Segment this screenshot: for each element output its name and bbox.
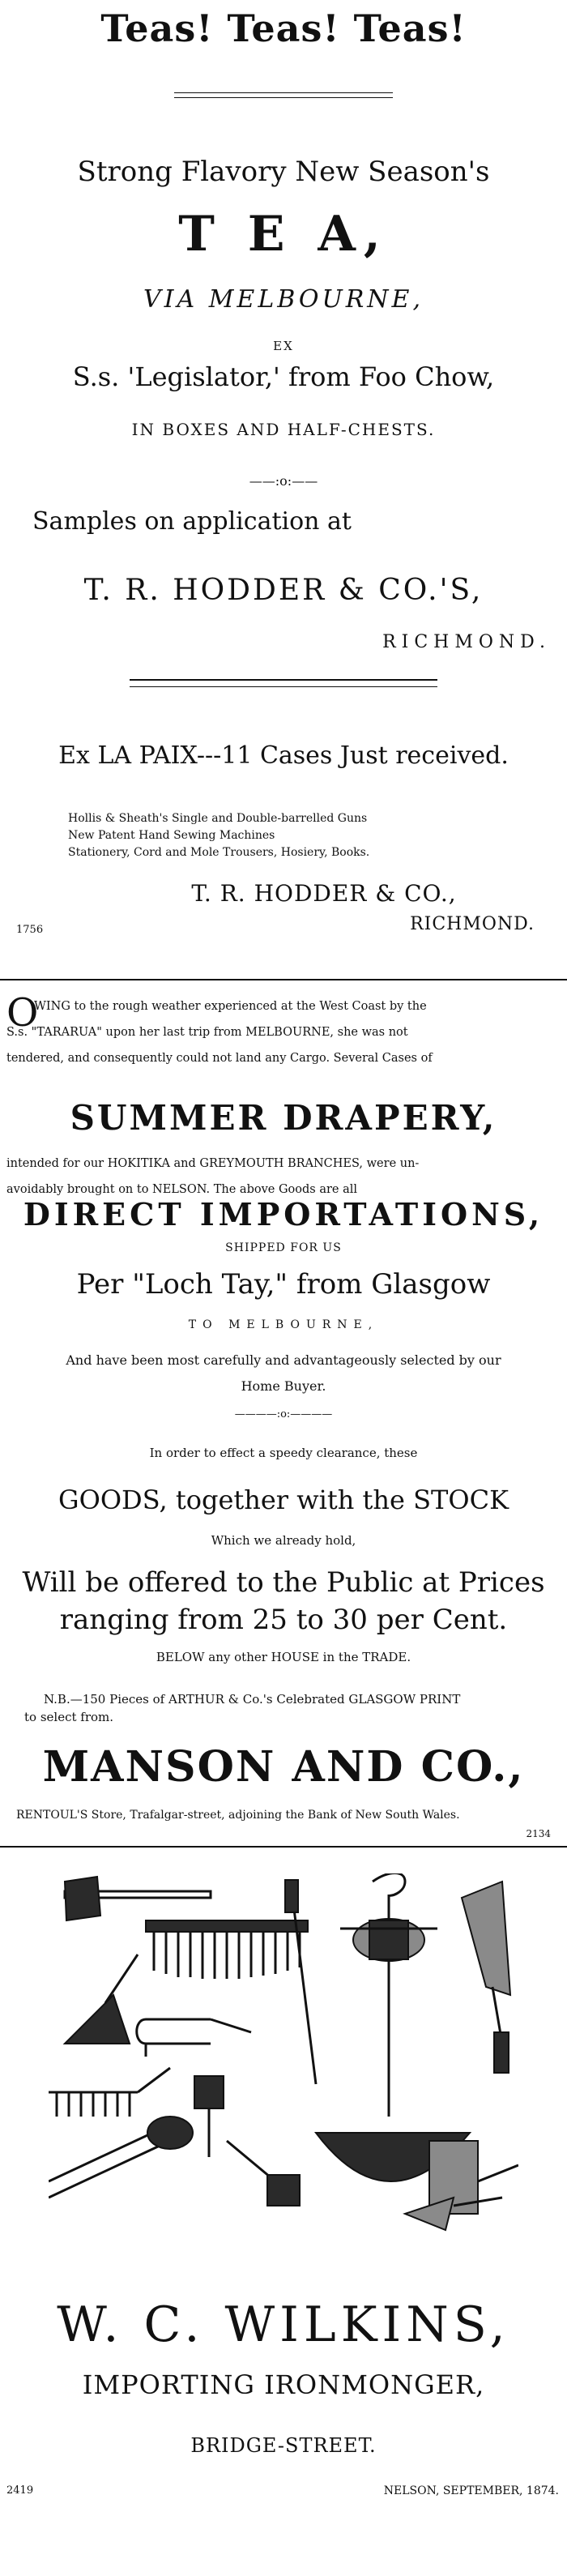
offer-text <box>0 1564 567 1638</box>
scraper-icon <box>65 1954 138 2044</box>
fork-icon <box>137 2019 251 2057</box>
wilkins-name: W. C. WILKINS, <box>57 2296 510 2353</box>
section-rule <box>130 679 437 681</box>
comb-icon <box>146 1920 308 1979</box>
wilkins-trade: IMPORTING IRONMONGER, <box>82 2369 485 2400</box>
list-item: Hollis & Sheath's Single and Double-barrelled Guns <box>68 812 368 825</box>
clearance-line: In order to effect a speedy clearance, these <box>149 1446 418 1460</box>
hodder-firm-2: T. R. HODDER & CO., <box>191 880 457 907</box>
awl-icon <box>285 1880 316 2084</box>
manson-firm: MANSON AND CO., <box>42 1742 525 1792</box>
ex-label: EX <box>273 339 294 353</box>
tea-title: T E A, <box>178 206 389 263</box>
teas-heading: Teas! Teas! Teas! <box>100 6 467 50</box>
selected-line: And have been most carefully and advantageously selected by our <box>66 1352 501 1368</box>
hodder-firm: T. R. HODDER & CO.'S, <box>83 574 484 607</box>
ad-reference-number-3: 2419 <box>6 2484 34 2497</box>
list-item: New Patent Hand Sewing Machines <box>68 829 275 842</box>
nb-line: N.B.—150 Pieces of ARTHUR & Co.'s Celebrated GLASGOW PRINT <box>44 1692 461 1707</box>
hatchet-icon <box>65 1877 211 1920</box>
offer-line: ranging from 25 to 30 per Cent. <box>59 1604 508 1636</box>
list-item: Stationery, Cord and Mole Trousers, Hosiery, Books. <box>68 846 370 859</box>
ironmongery-tools-engraving <box>49 1873 518 2262</box>
summer-drapery: SUMMER DRAPERY, <box>70 1098 497 1138</box>
ad-reference-number-2: 2134 <box>526 1828 551 1839</box>
manson-address: RENTOUL'S Store, Trafalgar-street, adjoining the Bank of New South Wales. <box>16 1809 460 1822</box>
double-rule-bottom <box>174 97 393 98</box>
drop-cap: O <box>6 990 39 1036</box>
packing-line: IN BOXES AND HALF-CHESTS. <box>131 420 436 439</box>
samples-line: Samples on application at <box>32 507 352 536</box>
nelson-dateline: NELSON, SEPTEMBER, 1874. <box>383 2484 559 2497</box>
shipped-for-us: SHIPPED FOR US <box>225 1241 342 1254</box>
branches-text <box>6 1151 561 1203</box>
ship-line: S.s. 'Legislator,' from Foo Chow, <box>72 361 495 392</box>
tea-tagline: Strong Flavory New Season's <box>77 156 490 188</box>
branches-line: avoidably brought on to NELSON. The above Goods are all <box>6 1183 358 1196</box>
loch-tay-line: Per "Loch Tay," from Glasgow <box>76 1268 491 1301</box>
ornament-divider: ——:o:—— <box>249 473 318 489</box>
intro-line: WING to the rough weather experienced at the West Coast by the <box>34 1000 427 1013</box>
via-melbourne: VIA MELBOURNE, <box>143 285 424 314</box>
wilkins-street: BRIDGE-STREET. <box>190 2434 377 2457</box>
selected-text <box>0 1348 567 1399</box>
cleaver-icon <box>194 2076 224 2157</box>
ornament-divider-2: ————:o:———— <box>234 1408 333 1420</box>
nb-note <box>24 1690 551 1726</box>
selected-line: Home Buyer. <box>241 1378 326 1394</box>
hoe-icon <box>227 2141 300 2206</box>
goods-stock-line: GOODS, together with the STOCK <box>58 1485 509 1515</box>
full-width-rule <box>0 979 567 980</box>
section-rule-thin <box>130 686 437 687</box>
shears-icon <box>49 2117 193 2198</box>
hold-line: Which we already hold, <box>211 1533 356 1548</box>
trowel-icon <box>462 1882 510 2073</box>
full-width-rule-2 <box>0 1846 567 1848</box>
la-paix-items <box>68 810 522 861</box>
offer-line: Will be offered to the Public at Prices <box>22 1566 545 1599</box>
intro-line: S.s. "TARARUA" upon her last trip from MELBOURNE, she was not <box>6 1026 408 1039</box>
double-rule-top <box>174 92 393 93</box>
below-trade-line: BELOW any other HOUSE in the TRADE. <box>156 1650 411 1664</box>
ad-reference-number: 1756 <box>16 924 44 936</box>
branches-line: intended for our HOKITIKA and GREYMOUTH BRANCHES, were un- <box>6 1157 420 1170</box>
direct-importations: DIRECT IMPORTATIONS, <box>23 1196 544 1232</box>
rake-icon <box>49 2068 170 2117</box>
richmond-line-2: RICHMOND. <box>410 914 535 934</box>
nb-line: to select from. <box>24 1710 114 1724</box>
to-melbourne: TO MELBOURNE, <box>188 1318 379 1331</box>
tararua-intro <box>6 990 561 1071</box>
intro-line: tendered, and consequently could not land any Cargo. Several Cases of <box>6 1052 433 1065</box>
la-paix-heading: Ex LA PAIX---11 Cases Just received. <box>58 741 509 770</box>
richmond-line: RICHMOND. <box>382 632 551 652</box>
spool-icon <box>340 1873 437 2117</box>
